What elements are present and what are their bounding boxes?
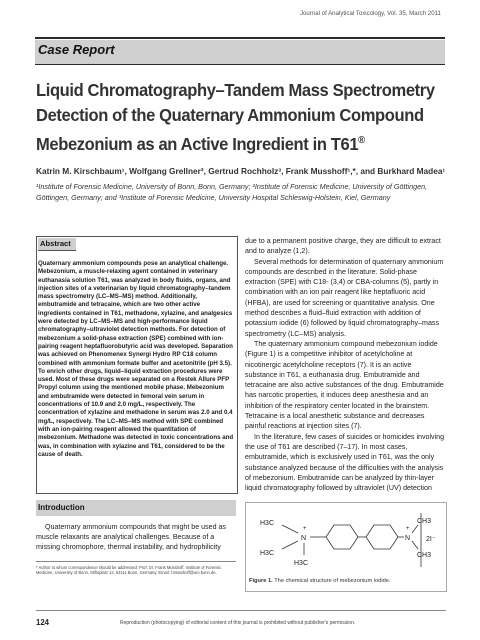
methyl-label: CH3	[417, 518, 432, 525]
charge-label: +	[303, 526, 307, 532]
iodide-label: 2I⁻	[426, 536, 436, 543]
methyl-label: CH3	[417, 552, 432, 559]
nitrogen-label: N	[301, 535, 307, 542]
paragraph: Several methods for determination of quaternary ammonium compounds are described in the literature. Solid-phase extraction (SPE) with C18- (3,4) or CBA-columns (5), partly in combination with an ion pair reagent like heptafluoric acid (HFBA), are used for screening or quantitative analysis. One method describes a fluid–fluid extraction with addition of potassium iodide (6) followed by liquid chromatography–mass spectrometry (LC–MS) analysis.	[245, 257, 444, 338]
figure-label: Figure 1.	[249, 578, 273, 584]
right-column	[245, 236, 445, 493]
footnote-rule	[36, 561, 236, 562]
introduction-heading: Introduction	[38, 503, 85, 512]
article-title	[36, 78, 435, 157]
paragraph: The quaternary ammonium compound mebezonium iodide (Figure 1) is a competitive inhibitor of acetylcholine at nicotinergic acetylcholine receptors (7). It is an active substance in T61, a euthanasia drug. Embutramide and tetracaine are also active substances of the drug. Embutramide has narcotic properties, it induces deep anesthesia and an inhibition of the respiratory center located in the brainstem. Tetracaine is a local anesthetic substance and decreases painful reactions at injection sites (7).	[245, 339, 444, 431]
reproduction-notice: Reproduction (photocopying) of editorial content of this journal is prohibited without publisher's permission.	[120, 620, 356, 626]
methyl-label: H3C	[260, 520, 275, 527]
figure-caption	[249, 578, 391, 584]
introduction-text: Quaternary ammonium compounds that might be used as muscle relaxants are analytical challenges. Because of a missing chromophore, thermal instability, and hydrophilicity	[36, 523, 226, 551]
paragraph: due to a permanent positive charge, they are difficult to extract and to analyze (1,2).	[245, 237, 441, 256]
page-number: 124	[36, 618, 50, 627]
section-rule-top	[35, 37, 445, 39]
abstract-text: Quaternary ammonium compounds pose an analytical challenge. Mebezonium, a muscle-relaxing agent contained in veterinary euthanasia solution T61, was analyzed in body fluids, organs, and injection sites of a veterinarian by liquid chromatography–tandem mass spectrometry (LC–MS–MS) method. Additionally, embutramide and tetracaine, which are two other active ingredients contained in T61, methadone, xylazine, and analgesics were detected by LC–MS–MS and high-performance liquid chromatography–ultraviolet detection methods. For detection of mebezonium a solid-phase extraction (SPE) combined with ion-pairing reagent heptafluorobutyric acid was developed. Separation was achieved on Phenomenex Synergi Hydro RP C18 column combined with ammonium formate buffer and acetonitrile (pH 3.5). To enrich other drugs, liquid–liquid extraction procedures were used. Most of these drugs were separated on a Restek Allure PFP Propyl column using the mentioned mobile phase. Mebezonium and embutramide were detected in femoral vein serum in concentrations of 10.9 and 2.0 mg/L, respectively. The concentration of xylazine and methadone in serum was 2.0 and 0.4 mg/L, respectively. The LC–MS–MS method with SPE combined with an ion-pairing reagent allowed the quantitation of mebezonium. Methadone was detected in toxic concentrations and was, in combination with xylazine and T61, considered to be the cause of death.	[38, 260, 234, 458]
registered-mark: ®	[358, 135, 365, 146]
nitrogen-label: N	[405, 535, 411, 542]
mebezonium-structure	[246, 503, 446, 575]
title-line-3: Mebezonium as an Active Ingredient in T61®	[36, 133, 365, 154]
author-list: Katrin M. Kirschbaum¹, Wolfgang Grellner², Gertrud Rochholz³, Frank Musshoff¹,*, and Burkhard Madea¹	[36, 166, 446, 176]
journal-header: Journal of Analytical Toxicology, Vol. 35, March 2011	[300, 10, 441, 17]
abstract-heading: Abstract	[40, 239, 71, 248]
section-rule-bottom	[35, 64, 445, 65]
methyl-label: H3C	[260, 550, 275, 557]
charge-label: +	[406, 526, 410, 532]
affiliations: ¹Institute of Forensic Medicine, University of Bonn, Bonn, Germany; ²Institute of Forensic Medicine, University of Göttingen, Göttingen, Germany; and ³Institute of Forensic Medicine, University Hospital Schleswig-Holstein, Kiel, Germany	[36, 182, 428, 202]
section-label: Case Report	[38, 42, 115, 57]
paragraph: In the literature, few cases of suicides or homicides involving the use of T61 are described (7–17). In most cases, embutramide, which is exclusively used in T61, was the only substance analyzed because of the difficulties with the analysis of mebezonium. Embutramide can be analyzed by thin-layer liquid chromatography followed by ultraviolet (UV) detection	[245, 432, 445, 493]
page-footer-rule	[36, 610, 446, 611]
title-line-1: Liquid Chromatography–Tandem Mass Spectrometry	[36, 80, 435, 100]
methyl-label: H3C	[294, 560, 309, 567]
title-line-2: Detection of the Quaternary Ammonium Compound	[36, 105, 424, 125]
figure-caption-text: The chemical structure of mebezonium iodide.	[274, 578, 391, 584]
corresponding-author-footnote: * Author to whom correspondence should be addressed: Prof. Dr. Frank Musshoff, Institute of Forensic Medicine, University of Bonn, Stiftsplatz 12, 53111 Bonn, Germany. Email: f.Musshoff@uni-bonn.de.	[36, 565, 222, 576]
